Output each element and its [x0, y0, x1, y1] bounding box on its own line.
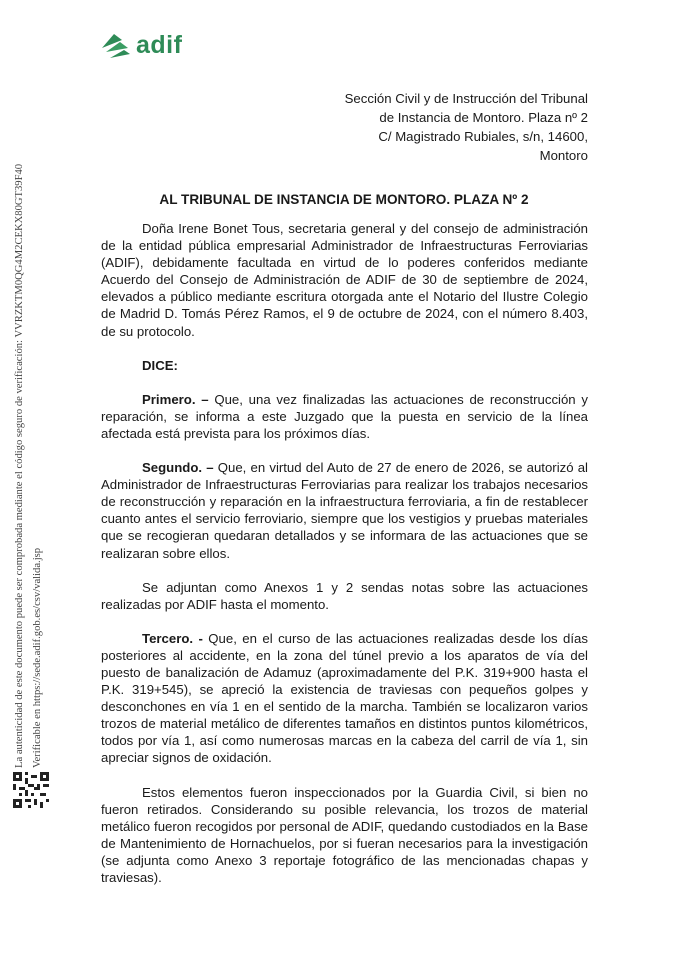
- verification-text: La autenticidad de este documento puede ser comprobada mediante el código seguro de verificación: VVRZKTM0QG4M2CEKX80GT39F40: [14, 163, 25, 768]
- tercero-text: Que, en el curso de las actuaciones realizadas desde los días posteriores al accidente, en la zona del túnel previo a los aparatos de vía del puesto de banalización de Adamuz (aproximadamente del P.K. 319+900 hasta el P.K. 319+545), se apreció la existencia de traviesas con pequeños golpes y desconchones en vía 1 en el sentido de la marcha. También se localizaron varios trozos de material metálico de diferentes tamaños en distintos puntos kilométricos, todos por vía 1, así como numerosas marcas en la cabeza del carril de vía 1, sin apreciar signos de oxidación.: [101, 630, 588, 766]
- qr-code-icon: [13, 772, 49, 808]
- dice-label: DICE:: [142, 357, 178, 373]
- verification-sidebar: [8, 118, 48, 768]
- adif-logo-text: adif: [136, 30, 183, 59]
- address-line: C/ Magistrado Rubiales, s/n, 14600,: [378, 129, 588, 144]
- address-line: de Instancia de Montoro. Plaza nº 2: [379, 110, 588, 125]
- address-line: Sección Civil y de Instrucción del Tribunal: [344, 91, 588, 106]
- segundo-text: Que, en virtud del Auto de 27 de enero de 2026, se autorizó al Administrador de Infraestructuras Ferroviarias para realizar los trabajos necesarios de reconstrucción y reparación en la infraestructura ferroviaria, a fin de restablecer cuanto antes el servicio ferroviario, siempre que los vestigios y pruebas materiales que se recogieran quedaran detallados y se informara de las actuaciones que se realizaran sobre ellos.: [101, 460, 588, 561]
- adif-leaf-icon: [100, 30, 132, 60]
- document-body: [101, 220, 588, 903]
- intro-paragraph: Doña Irene Bonet Tous, secretaria general y del consejo de administración de la entidad pública empresarial Administrador de Infraestructuras Ferroviarias (ADIF), debidamente facultada en virtud de lo poderes conferidos mediante Acuerdo del Consejo de Administración de ADIF de 30 de septiembre de 2024, elevados a público mediante escritura otorgada ante el Notario del Ilustre Colegio de Madrid D. Tomás Pérez Ramos, el 9 de octubre de 2024, con el número 8.403, de su protocolo.: [101, 221, 588, 339]
- segundo-label: Segundo. –: [142, 460, 214, 476]
- anexos-paragraph: Se adjuntan como Anexos 1 y 2 sendas notas sobre las actuaciones realizadas por ADIF hasta el momento.: [101, 579, 588, 612]
- document-heading: AL TRIBUNAL DE INSTANCIA DE MONTORO. PLAZA Nº 2: [159, 192, 529, 207]
- primero-text: Que, una vez finalizadas las actuaciones de reconstrucción y reparación, se informa a este Juzgado que la puesta en servicio de la línea afectada está prevista para los próximos días.: [101, 391, 588, 441]
- tercero-paragraph: [101, 630, 588, 767]
- tercero-label: Tercero. -: [142, 630, 203, 646]
- elementos-paragraph: Estos elementos fueron inspeccionados por la Guardia Civil, si bien no fueron retirados. Considerando su posible relevancia, los trozos de material metálico fueron recogidos por personal de ADIF, quedando custodiados en la Base de Mantenimiento de Hornachuelos, por si fueran necesarios para la investigación (se adjunta como Anexo 3 reportaje fotográfico de las mencionadas chapas y traviesas).: [101, 784, 588, 885]
- segundo-paragraph: [101, 459, 588, 562]
- recipient-address: [288, 89, 588, 165]
- primero-paragraph: [101, 391, 588, 442]
- address-line: Montoro: [539, 148, 588, 163]
- verification-url: Verificable en https://sede.adif.gob.es/csv/valida.jsp: [32, 547, 43, 768]
- adif-logo: [100, 30, 182, 60]
- primero-label: Primero. –: [142, 391, 209, 407]
